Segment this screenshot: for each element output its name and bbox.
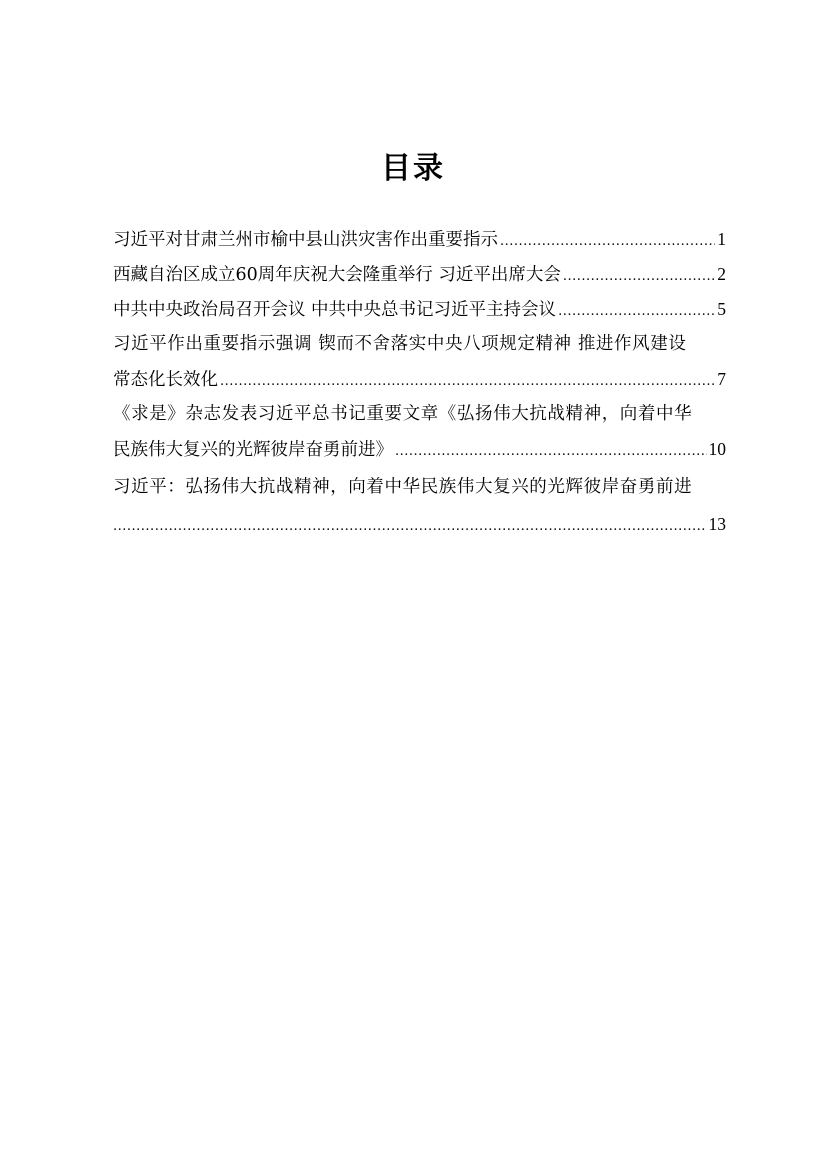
toc-line — [113, 362, 726, 397]
toc-entry-text: 中共中央政治局召开会议 中共中央总书记习近平主持会议 — [113, 300, 557, 320]
toc-line — [113, 467, 726, 507]
dot-leader — [563, 259, 715, 294]
toc-entry-4[interactable] — [113, 327, 726, 397]
toc-entry-1[interactable] — [113, 222, 726, 257]
dot-leader — [113, 509, 707, 544]
toc-entry-text: 西藏自治区成立60周年庆祝大会隆重举行 习近平出席大会 — [113, 265, 561, 285]
toc-entry-3[interactable] — [113, 292, 726, 327]
toc-page-number: 2 — [717, 264, 726, 284]
toc-line — [113, 327, 726, 362]
dot-leader — [500, 224, 715, 259]
toc-entry-5[interactable] — [113, 397, 726, 467]
toc-line — [113, 507, 726, 542]
toc-page-number: 10 — [708, 439, 726, 459]
toc-page-number: 13 — [708, 514, 726, 534]
dot-leader — [558, 294, 715, 329]
toc-line — [113, 397, 726, 432]
toc-entry-text: 习近平：弘扬伟大抗战精神，向着中华民族伟大复兴的光辉彼岸奋勇前进 — [113, 477, 693, 497]
toc-line — [113, 292, 726, 327]
toc-entry-text-continued: 常态化长效化 — [113, 370, 218, 390]
toc-entry-text-continued: 民族伟大复兴的光辉彼岸奋勇前进》 — [113, 440, 393, 460]
toc-entry-text: 习近平对甘肃兰州市榆中县山洪灾害作出重要指示 — [113, 230, 498, 250]
toc-line — [113, 432, 726, 467]
toc-entry-text: 《求是》杂志发表习近平总书记重要文章《弘扬伟大抗战精神，向着中华 — [113, 404, 693, 424]
toc-title: 目录 — [381, 151, 445, 186]
toc-entry-6[interactable] — [113, 467, 726, 542]
dot-leader — [395, 434, 707, 469]
toc-line — [113, 257, 726, 292]
toc-page-number: 1 — [717, 229, 726, 249]
toc-entry-text: 习近平作出重要指示强调 锲而不舍落实中央八项规定精神 推进作风建设 — [113, 334, 687, 354]
toc-page-number: 7 — [717, 369, 726, 389]
dot-leader — [220, 364, 715, 399]
toc-entry-2[interactable] — [113, 257, 726, 292]
toc-line — [113, 222, 726, 257]
table-of-contents — [113, 222, 726, 542]
toc-page-number: 5 — [717, 299, 726, 319]
